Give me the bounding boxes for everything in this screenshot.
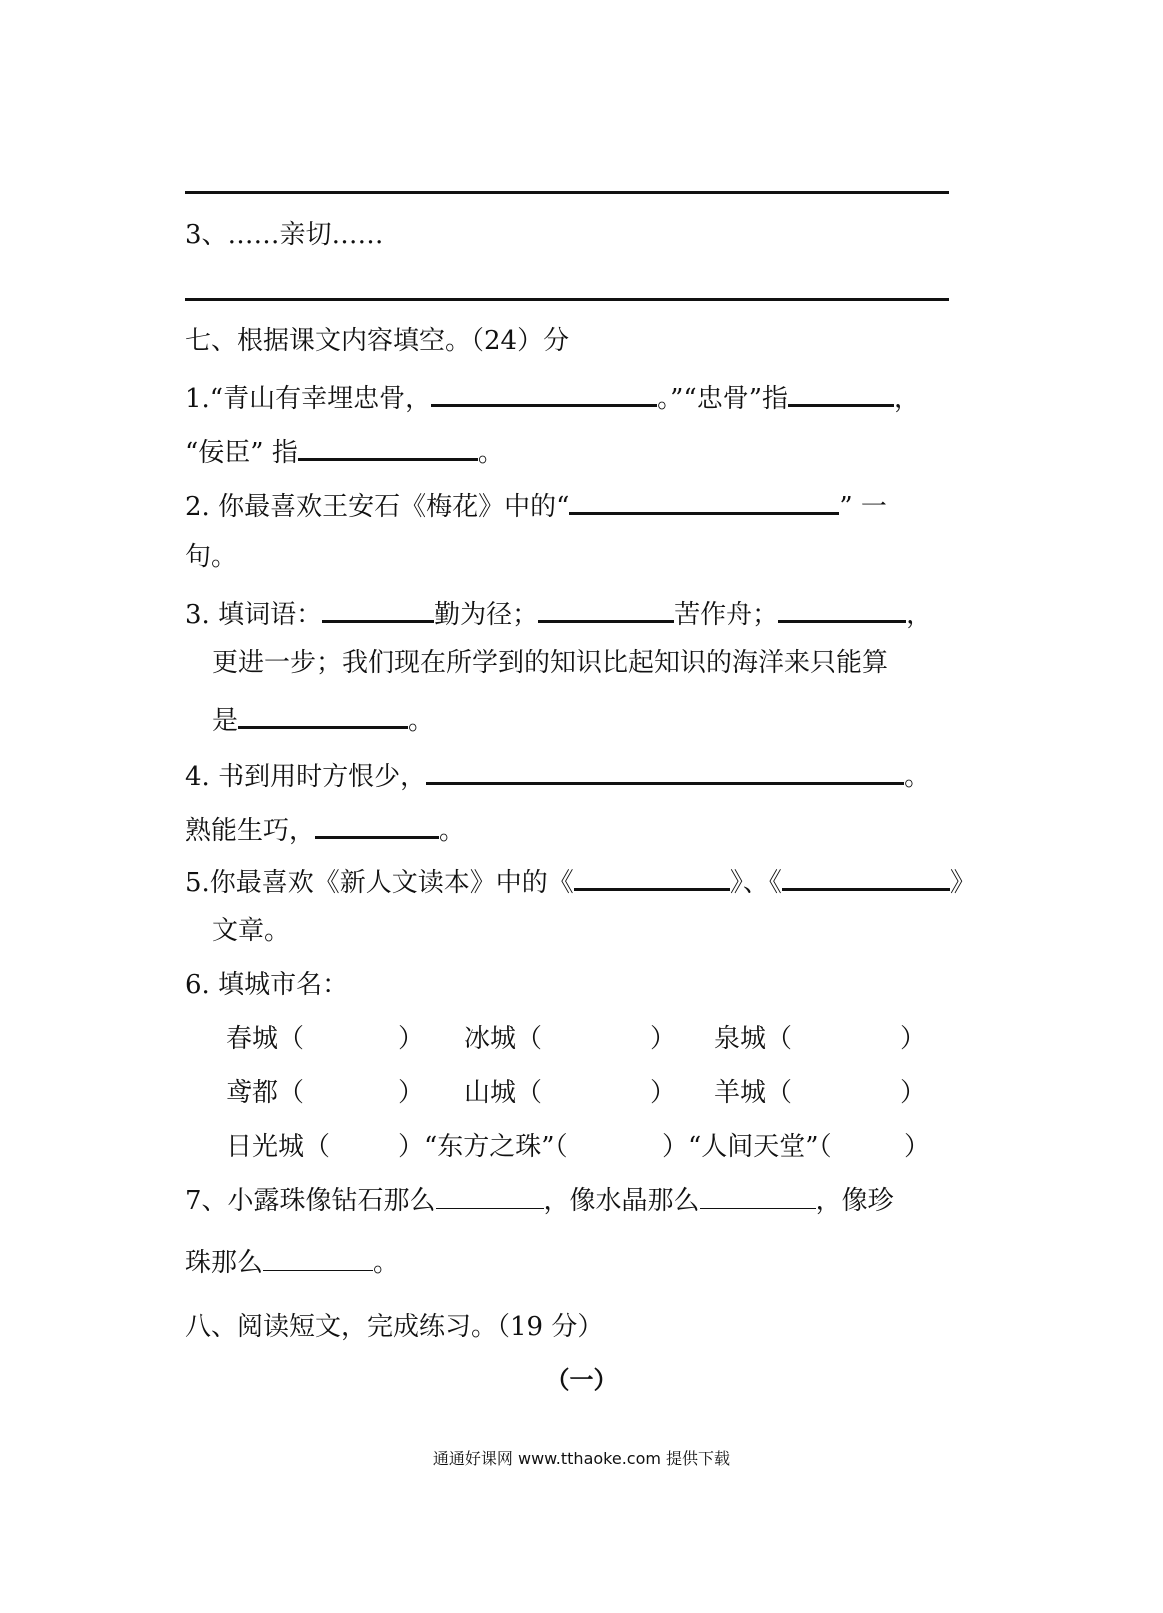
q3-text-c: 苦作舟； <box>674 600 779 630</box>
city-row-1 <box>226 1022 926 1056</box>
question-7-3 <box>185 594 932 632</box>
city-yuandu-close[interactable]: ） <box>398 1078 425 1108</box>
q1-blank-1[interactable] <box>431 378 657 407</box>
city-bingcheng-close[interactable]: ） <box>650 1024 677 1054</box>
question-7-7-cont <box>185 1246 399 1280</box>
q4-blank-2[interactable] <box>315 810 439 839</box>
q4-text-b: 。 <box>904 762 931 792</box>
city-dongfangzhizhu-label: ）“东方之珠”（ <box>398 1132 568 1162</box>
question-7-2-cont: 句。 <box>185 542 238 572</box>
q3-text-g: 。 <box>408 706 435 736</box>
city-row-3 <box>226 1130 930 1164</box>
city-quancheng-label: 泉城（ <box>714 1024 793 1054</box>
question-7-4-cont <box>185 810 465 848</box>
q7-text-d: 珠那么 <box>185 1248 264 1278</box>
question-7-1-cont <box>185 432 504 470</box>
q3-text-b: 勤为径； <box>434 600 539 630</box>
question-7-4 <box>185 756 930 794</box>
q1-blank-3[interactable] <box>298 432 478 461</box>
city-renjiantiantang-label: ）“人间天堂”（ <box>662 1132 832 1162</box>
city-quancheng-close[interactable]: ） <box>900 1024 927 1054</box>
section-8-heading: 八、阅读短文，完成练习。（19 分） <box>185 1312 604 1342</box>
city-riguangcheng-label: 日光城（ <box>226 1132 331 1162</box>
q3-text-a: 3. 填词语： <box>185 600 323 630</box>
question-7-1 <box>185 378 920 416</box>
q7-text-a: 7、小露珠像钻石那么 <box>185 1186 436 1216</box>
q4-text-d: 。 <box>439 816 466 846</box>
q3-blank-3[interactable] <box>778 594 906 623</box>
question-7-5 <box>185 862 976 900</box>
q3-blank-1[interactable] <box>322 594 434 623</box>
q7-blank-1[interactable] <box>436 1184 544 1209</box>
question-7-3-cont2 <box>212 700 434 738</box>
q5-blank-2[interactable] <box>782 862 950 891</box>
q5-blank-1[interactable] <box>574 862 730 891</box>
question-6-3: 3、……亲切…… <box>185 220 384 250</box>
q2-text-a: 2. 你最喜欢王安石《梅花》中的“ <box>185 492 570 522</box>
city-row-2 <box>226 1076 926 1110</box>
city-chuncheng-label: 春城（ <box>226 1024 305 1054</box>
city-bingcheng-label: 冰城（ <box>464 1024 543 1054</box>
q4-text-a: 4. 书到用时方恨少， <box>185 762 427 792</box>
q1-text-a: 1.“青山有幸埋忠骨， <box>185 384 432 414</box>
section-7-heading: 七、根据课文内容填空。（24）分 <box>185 326 570 356</box>
q2-blank[interactable] <box>569 486 839 515</box>
q3-text-d: ， <box>906 600 933 630</box>
q1-text-d: “佞臣” 指 <box>185 438 298 468</box>
q7-text-b: ，像水晶那么 <box>543 1186 700 1216</box>
q3-blank-4[interactable] <box>238 700 408 729</box>
question-7-3-cont: 更进一步；我们现在所学到的知识比起知识的海洋来只能算 <box>212 648 889 678</box>
q2-text-b: ” 一 <box>839 492 887 522</box>
q1-text-e: 。 <box>477 438 504 468</box>
q7-blank-3[interactable] <box>263 1246 373 1271</box>
q7-blank-2[interactable] <box>700 1184 816 1209</box>
city-yangcheng-label: 羊城（ <box>714 1078 793 1108</box>
city-row3-close[interactable]: ） <box>904 1132 931 1162</box>
answer-line-2[interactable] <box>185 298 949 301</box>
q5-text-a: 5.你最喜欢《新人文读本》中的《 <box>185 868 574 898</box>
question-7-5-cont: 文章。 <box>212 916 291 946</box>
question-7-7 <box>185 1184 894 1218</box>
passage-number: （一） <box>545 1365 618 1394</box>
q1-text-b: 。”“忠骨”指 <box>657 384 788 414</box>
question-7-6: 6. 填城市名： <box>185 970 349 1000</box>
q3-text-f: 是 <box>212 706 239 736</box>
q5-text-b: 》、《 <box>729 868 782 898</box>
question-7-2 <box>185 486 887 524</box>
q5-text-c: 》 <box>949 868 976 898</box>
q1-text-c: ， <box>894 384 921 414</box>
city-yuandu-label: 鸢都（ <box>226 1078 305 1108</box>
q1-blank-2[interactable] <box>788 378 894 407</box>
q3-blank-2[interactable] <box>538 594 674 623</box>
city-yangcheng-close[interactable]: ） <box>900 1078 927 1108</box>
q7-text-e: 。 <box>373 1248 400 1278</box>
q4-blank-1[interactable] <box>426 756 904 785</box>
footer-credit: 通通好课网 www.tthaoke.com 提供下载 <box>432 1449 731 1468</box>
q7-text-c: ，像珍 <box>815 1186 894 1216</box>
q4-text-c: 熟能生巧， <box>185 816 316 846</box>
city-chuncheng-close[interactable]: ） <box>398 1024 425 1054</box>
answer-line-1[interactable] <box>185 191 949 194</box>
city-shancheng-label: 山城（ <box>464 1078 543 1108</box>
city-shancheng-close[interactable]: ） <box>650 1078 677 1108</box>
